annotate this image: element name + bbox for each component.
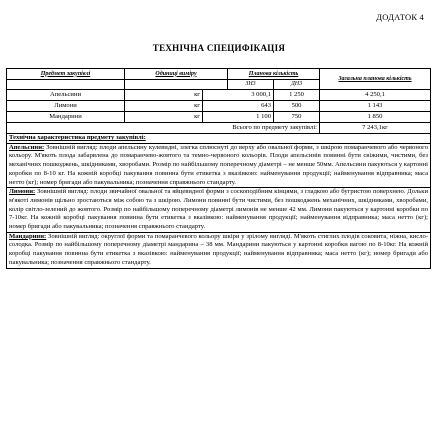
- description-row: [7, 188, 431, 233]
- description-text: Зовнішній вигляд: округлої форми та помаранчевого кольору шкіри у зрілому вигляді. М'якоть стиглих плодів соковита, ніжна, кисло-солодка. Розмір по найбільшому поперечному діаметрі мандарина – 38 мм. Мандарини пакуються у картонні коробки вагою по 8-10кг. На кожній коробці пакування повинна бути етикетка з вказівкою: найменування продукції; найменування відправника; маса нетто (кг); номер бригади або пакувальника; позначення справжнього стандарту.: [9, 232, 429, 266]
- row-total: 1 143: [320, 101, 431, 112]
- specification-table: [6, 68, 431, 269]
- table-row: [7, 101, 431, 112]
- row-dn3: 1 250: [274, 90, 320, 101]
- row-zn3: 3 000,1: [203, 90, 274, 101]
- subheader-zn3: ЗН3: [228, 80, 274, 90]
- row-unit: кг: [125, 90, 203, 101]
- table-total-row: [7, 123, 431, 134]
- total-label: Всього по предмету закупівлі:: [7, 123, 320, 134]
- description-product-name: Мандарини:: [9, 232, 47, 240]
- row-name: Апельсини: [7, 90, 125, 101]
- row-total: 1 850: [320, 112, 431, 123]
- characteristics-heading: Технічна характеристика предмету закупівлі:: [9, 134, 146, 141]
- row-zn3: 643: [203, 101, 274, 112]
- header-unit: Одиниці виміру: [125, 69, 228, 80]
- description-text: Зовнішній вигляд: плоди апельсину кулевидні, злегка сплюснуті до верху або овальної форми, з шкірою помаранчевого або червоного кольору. М'якоть плода забарвлена до помаранчево-жовтого та темно-червоного кольорів. Плоди апельсинів повинні бути свіжими, чистими, без механічних пошкоджень, шкідниками, хворобами. Розмір по найбільшому поперечному діаметрі – не менше 50мм. Апельсини пакуються у картонні коробки по 8-10 кг. На кожній коробці пакування повинна бути етикетка з вказівкою: найменування продукції; найменування відправника; маса нетто (кг); номер бригади або пакувальника; позначення справжнього стандарту.: [9, 143, 429, 186]
- row-dn3: 750: [274, 112, 320, 123]
- appendix-label: ДОДАТОК 4: [376, 12, 424, 22]
- description-text: Зовнішній вигляд: плоди звичайної овальної та яйцевидної форми з соскоподібним кінцями, з гладкою або бугристою поверхнею. Дольки м'якоті лимонів щільно зростаються між собою та з шкірою. Лимони повинні бути чистими, без пошкоджень механічних, шкідниками, хворобами, колір світло-зелений до жовтого. Розмір по найбільшому поперечному діаметрі лимонів не менше 42 мм. Лимони пакуються у картонні коробки по 7-10кг. На кожній коробці пакування повинна бути етикетка з вказівкою: найменування продукції; найменування відправника; маса нетто (кг); номер бригади або пакувальника; позначення справжнього стандарту.: [9, 188, 429, 231]
- subheader-dn3: ДН3: [274, 80, 320, 90]
- characteristics-heading-row: [7, 134, 431, 144]
- row-name: Мандарини: [7, 112, 125, 123]
- row-name: Лимони: [7, 101, 125, 112]
- description-product-name: Лимони:: [9, 188, 36, 196]
- description-row: [7, 143, 431, 188]
- table-header-row: [7, 69, 431, 80]
- row-unit: кг: [125, 112, 203, 123]
- table-row: [7, 90, 431, 101]
- header-planned: Планова кількість: [228, 69, 320, 80]
- page-title: ТЕХНІЧНА СПЕЦИФІКАЦІЯ: [152, 43, 286, 53]
- header-total: Загальна планова кількість: [320, 69, 431, 90]
- total-value: 7 243,1кг: [320, 123, 431, 134]
- description-product-name: Апельсини:: [9, 143, 45, 151]
- table-row: [7, 112, 431, 123]
- row-dn3: 500: [274, 101, 320, 112]
- row-total: 4 250,1: [320, 90, 431, 101]
- row-zn3: 1 100: [203, 112, 274, 123]
- row-unit: кг: [125, 101, 203, 112]
- description-row: [7, 232, 431, 268]
- header-product: Предмет закупівлі: [7, 69, 125, 80]
